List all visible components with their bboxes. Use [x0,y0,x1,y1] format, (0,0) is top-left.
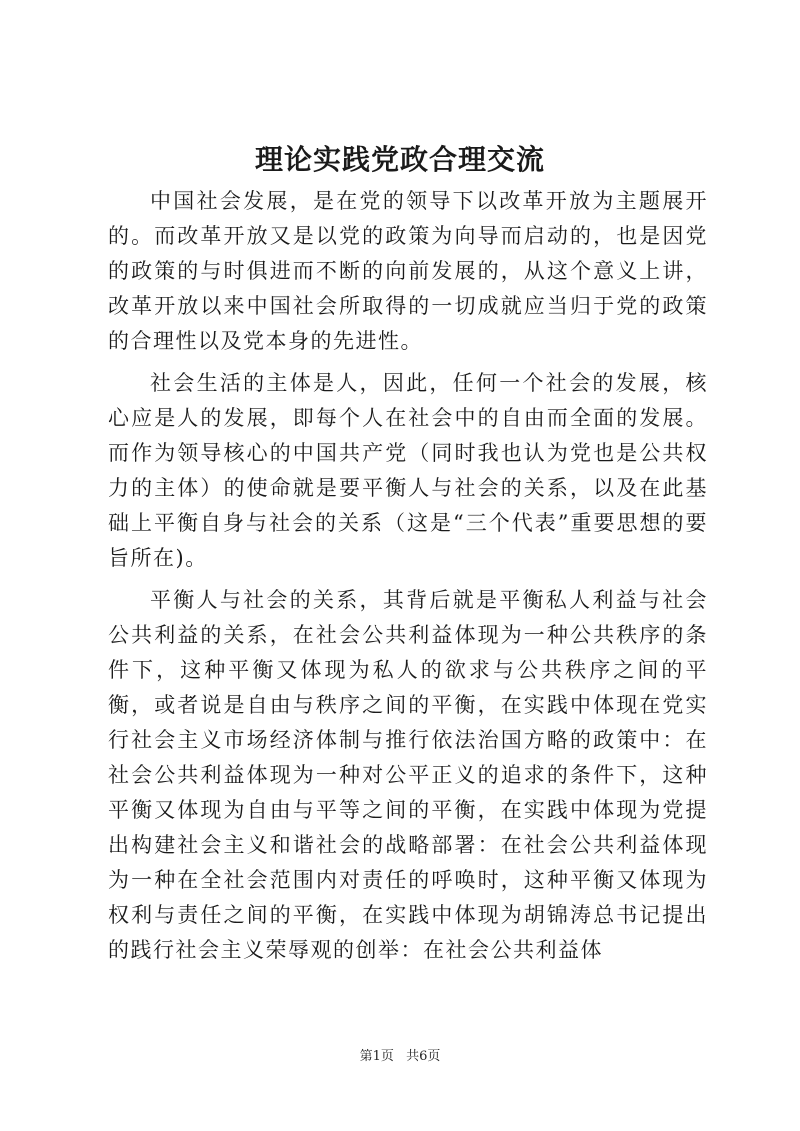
page-number: 第1页 [359,1049,394,1064]
paragraph-3: 平衡人与社会的关系，其背后就是平衡私人利益与社会公共利益的关系，在社会公共利益体现为一种公共秩序的条件下，这种平衡又体现为私人的欲求与公共秩序之间的平衡，或者说是自由与秩序之间的平衡，在实践中体现在党实行社会主义市场经济体制与推行依法治国方略的政策中：在社会公共利益体现为一种对公平正义的追求的条件下，这种平衡又体现为自由与平等之间的平衡，在实践中体现为党提出构建社会主义和谐社会的战略部署：在社会公共利益体现为一种在全社会范围内对责任的呼唤时，这种平衡又体现为权利与责任之间的平衡，在实践中体现为胡锦涛总书记提出的践行社会主义荣辱观的创举：在社会公共利益体 [108,588,708,962]
page-footer [0,1048,800,1066]
page-total: 共6页 [406,1049,441,1064]
document-title: 理论实践党政合理交流 [254,143,545,176]
document-body [108,184,708,975]
paragraph-1: 中国社会发展，是在党的领导下以改革开放为主题展开的。而改革开放又是以党的政策为向导而启动的，也是因党的政策的与时俱进而不断的向前发展的，从这个意义上讲，改革开放以来中国社会所取得的一切成就应当归于党的政策的合理性以及党本身的先进性。 [108,189,708,353]
paragraph-2: 社会生活的主体是人，因此，任何一个社会的发展，核心应是人的发展，即每个人在社会中的自由而全面的发展。而作为领导核心的中国共产党（同时我也认为党也是公共权力的主体）的使命就是要平衡人与社会的关系，以及在此基础上平衡自身与社会的关系（这是“三个代表”重要思想的要旨所在)。 [108,371,708,570]
